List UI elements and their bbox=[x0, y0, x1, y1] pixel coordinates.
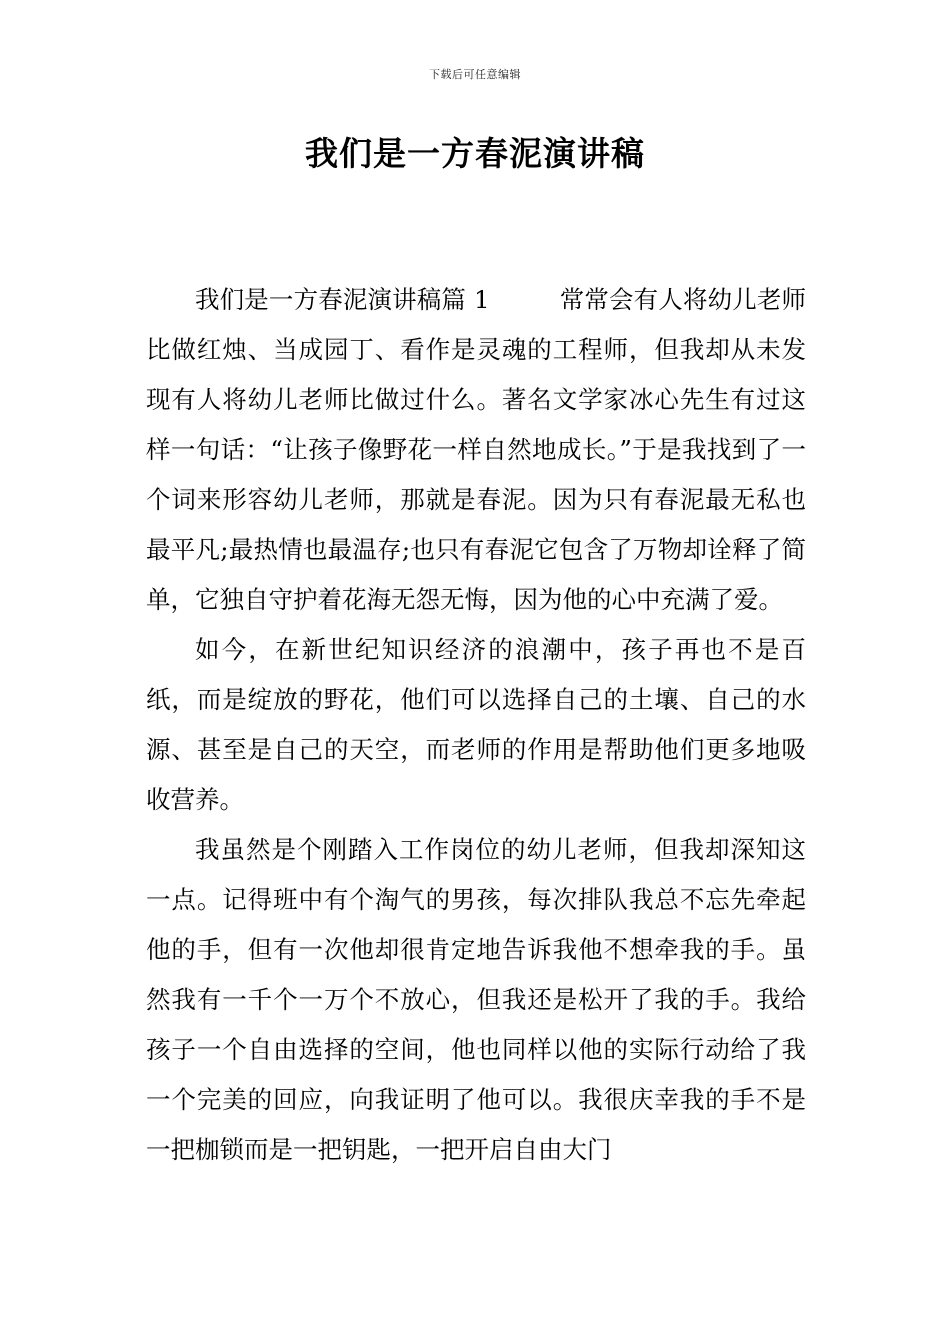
document-body bbox=[146, 275, 806, 1175]
paragraph: 如今，在新世纪知识经济的浪潮中，孩子再也不是百纸，而是绽放的野花，他们可以选择自己的土壤、自己的水源、甚至是自己的天空，而老师的作用是帮助他们更多地吸收营养。 bbox=[146, 635, 806, 814]
section-heading: 我们是一方春泥演讲稿篇 1 bbox=[195, 285, 490, 314]
paragraph bbox=[146, 275, 806, 625]
header-note: 下载后可任意编辑 bbox=[429, 68, 521, 81]
page-title: 我们是一方春泥演讲稿 bbox=[305, 134, 645, 173]
paragraph: 我虽然是个刚踏入工作岗位的幼儿老师，但我却深知这一点。记得班中有个淘气的男孩，每次排队我总不忘先牵起他的手，但有一次他却很肯定地告诉我他不想牵我的手。虽然我有一千个一万个不放心，但我还是松开了我的手。我给孩子一个自由选择的空间，他也同样以他的实际行动给了我一个完美的回应，向我证明了他可以。我很庆幸我的手不是一把枷锁而是一把钥匙，一把开启自由大门 bbox=[146, 835, 806, 1164]
paragraph-text: 常常会有人将幼儿老师比做红烛、当成园丁、看作是灵魂的工程师，但我却从未发现有人将幼儿老师比做过什么。著名文学家冰心先生有过这样一句话：“让孩子像野花一样自然地成长。”于是我找到了一个词来形容幼儿老师，那就是春泥。因为只有春泥最无私也最平凡;最热情也最温存;也只有春泥它包含了万物却诠释了简单，它独自守护着花海无怨无悔，因为他的心中充满了爱。 bbox=[146, 285, 807, 614]
